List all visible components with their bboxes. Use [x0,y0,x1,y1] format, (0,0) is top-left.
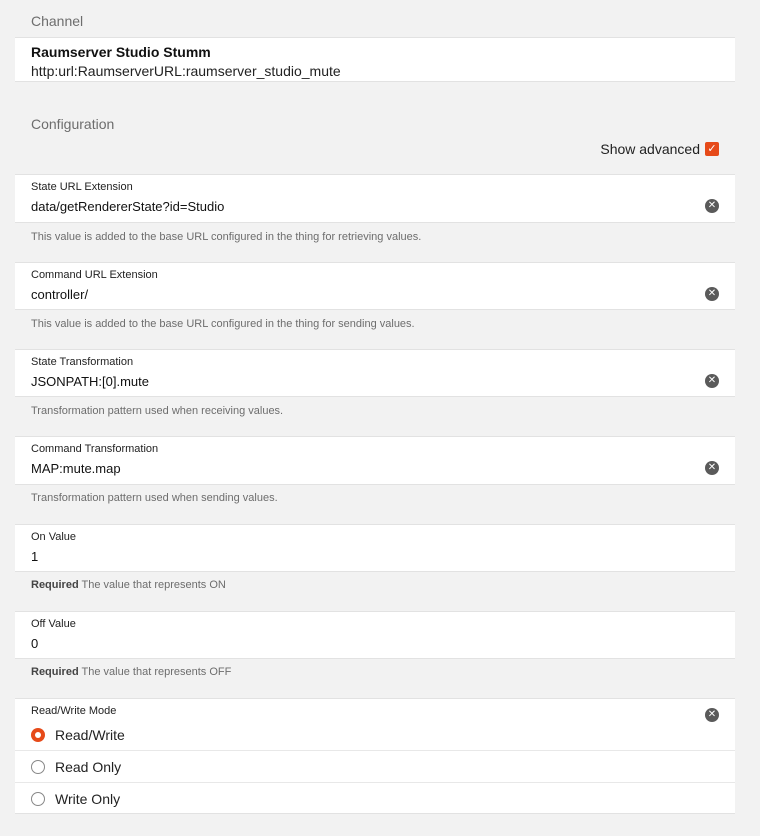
close-circle-icon[interactable]: ✕ [705,708,719,722]
radio-option-read-only[interactable] [15,750,735,782]
show-advanced-label: Show advanced [600,141,700,157]
checkmark-icon: ✓ [707,143,717,155]
channel-uid: http:url:RaumserverURL:raumserver_studio_mute [31,63,341,79]
radio-label: Write Only [55,790,121,807]
close-circle-icon[interactable]: ✕ [705,199,719,213]
command-url-extension-input[interactable]: controller/ [31,287,89,302]
required-label: Required [31,666,79,678]
close-circle-icon[interactable]: ✕ [705,287,719,301]
field-read-write-mode [15,698,735,814]
field-hint [31,666,231,678]
hint-text: The value that represents OFF [81,666,232,678]
on-value-input[interactable]: 1 [31,549,39,564]
field-label: State Transformation [31,356,134,368]
show-advanced-toggle[interactable] [600,141,719,157]
radio-option-read-write[interactable] [15,719,735,751]
field-label: State URL Extension [31,181,133,193]
field-off-value [15,611,735,659]
close-circle-icon[interactable]: ✕ [705,461,719,475]
field-hint: This value is added to the base URL configured in the thing for sending values. [31,318,415,330]
channel-section-title: Channel [31,13,84,29]
state-transformation-input[interactable]: JSONPATH:[0].mute [31,374,149,389]
field-label: Command URL Extension [31,269,158,281]
hint-text: The value that represents ON [81,579,226,591]
field-state-url-extension [15,174,735,223]
field-state-transformation [15,349,735,397]
command-transformation-input[interactable]: MAP:mute.map [31,461,121,476]
field-label: Read/Write Mode [31,705,117,717]
field-command-url-extension [15,262,735,310]
channel-name: Raumserver Studio Stumm [31,44,211,60]
field-hint: This value is added to the base URL configured in the thing for retrieving values. [31,231,422,243]
radio-button[interactable] [31,728,45,742]
field-hint: Transformation pattern used when sending values. [31,492,278,504]
field-command-transformation [15,436,735,485]
channel-card [15,37,735,82]
off-value-input[interactable]: 0 [31,636,39,651]
radio-option-write-only[interactable] [15,782,735,814]
field-on-value [15,524,735,572]
show-advanced-checkbox[interactable] [705,142,719,156]
state-url-extension-input[interactable]: data/getRendererState?id=Studio [31,199,225,214]
field-hint: Transformation pattern used when receiving values. [31,405,284,417]
field-hint [31,579,226,591]
radio-button[interactable] [31,792,45,806]
radio-label: Read/Write [55,727,125,743]
radio-label: Read Only [55,758,122,775]
configuration-section-title: Configuration [31,116,115,132]
close-circle-icon[interactable]: ✕ [705,374,719,388]
field-label: Off Value [31,618,76,630]
field-label: Command Transformation [31,443,159,455]
field-label: On Value [31,531,77,543]
radio-button[interactable] [31,760,45,774]
required-label: Required [31,579,79,591]
